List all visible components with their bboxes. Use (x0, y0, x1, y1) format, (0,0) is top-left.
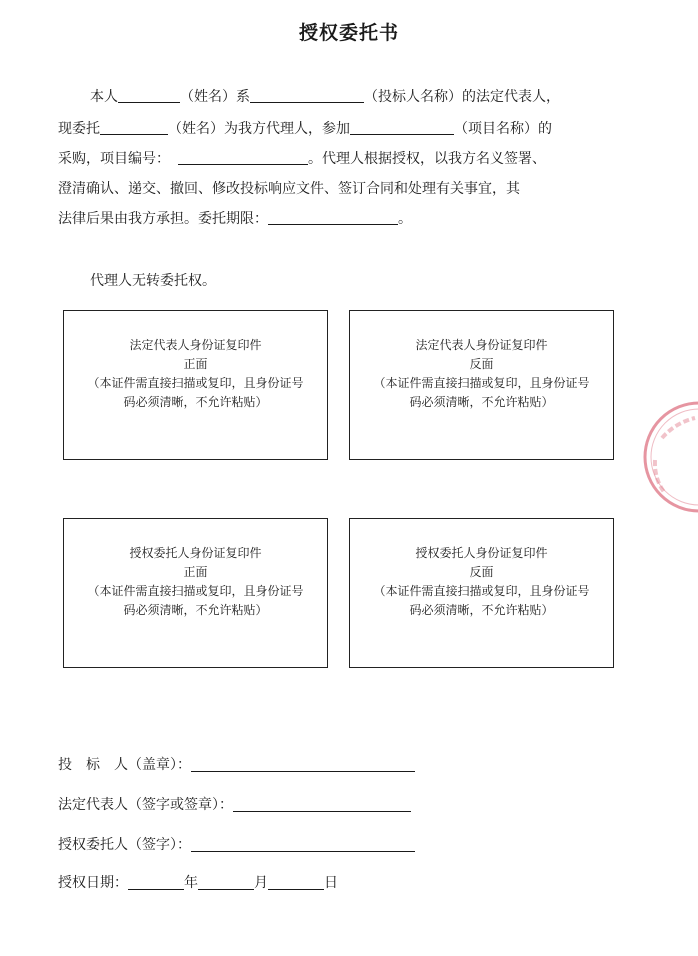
body-line-2 (58, 120, 552, 138)
box-title: 法定代表人身份证复印件 (415, 338, 548, 352)
bidder-signature-line (58, 756, 415, 774)
body-line-5 (58, 210, 412, 228)
agent-signature-field[interactable] (191, 837, 415, 852)
bidder-label: 投 标 人（盖章）： (58, 757, 191, 773)
bidder-seal-field[interactable] (191, 757, 415, 772)
box-side: 反面 (469, 565, 494, 579)
legal-rep-id-front-box (63, 310, 328, 460)
legal-rep-signature-field[interactable] (233, 797, 411, 812)
agent-signature-line (58, 836, 415, 854)
name-blank[interactable] (118, 88, 180, 103)
legal-rep-label: 法定代表人（签字或签章）： (58, 797, 233, 813)
text: 采购，项目编号： (58, 151, 170, 167)
body-line-4: 澄清确认、递交、撤回、修改投标响应文件、签订合同和处理有关事宜，其 (58, 181, 520, 197)
text: 本人 (90, 89, 118, 105)
bidder-name-blank[interactable] (250, 88, 364, 103)
month-label: 月 (254, 875, 268, 891)
box-note: （本证件需直接扫描或复印，且身份证号 (87, 376, 304, 390)
project-number-blank[interactable] (178, 150, 308, 165)
term-blank[interactable] (268, 210, 398, 225)
year-field[interactable] (128, 875, 184, 890)
year-label: 年 (184, 875, 198, 891)
text: （项目名称）的 (454, 121, 552, 137)
month-field[interactable] (198, 875, 254, 890)
box-note: （本证件需直接扫描或复印，且身份证号 (87, 584, 304, 598)
no-transfer-note: 代理人无转委托权。 (90, 273, 216, 289)
box-side: 反面 (469, 357, 494, 371)
legal-rep-signature-line (58, 796, 411, 814)
text: （投标人名称）的法定代表人， (364, 89, 560, 105)
text: 法律后果由我方承担。委托期限： (58, 211, 268, 227)
agent-name-blank[interactable] (100, 120, 168, 135)
legal-rep-id-back-box (349, 310, 614, 460)
agent-id-back-box (349, 518, 614, 668)
day-field[interactable] (268, 875, 324, 890)
day-label: 日 (324, 875, 338, 891)
agent-label: 授权委托人（签字）： (58, 837, 191, 853)
agent-id-front-box (63, 518, 328, 668)
box-title: 授权委托人身份证复印件 (415, 546, 548, 560)
date-label: 授权日期： (58, 875, 128, 891)
box-note: 码必须清晰，不允许粘贴） (409, 603, 554, 617)
document-title: 授权委托书 (298, 22, 399, 44)
text: 。 (398, 211, 412, 227)
project-name-blank[interactable] (350, 120, 454, 135)
box-note: （本证件需直接扫描或复印，且身份证号 (373, 584, 590, 598)
text: （姓名）系 (180, 89, 250, 105)
red-seal-stamp (640, 398, 698, 516)
text: 。代理人根据授权，以我方名义签署、 (308, 151, 546, 167)
box-side: 正面 (183, 357, 208, 371)
box-note: 码必须清晰，不允许粘贴） (123, 395, 268, 409)
body-line-3 (58, 150, 546, 168)
authorization-date-line (58, 874, 338, 892)
box-title: 授权委托人身份证复印件 (129, 546, 262, 560)
text: 现委托 (58, 121, 100, 137)
text: （姓名）为我方代理人，参加 (168, 121, 350, 137)
box-note: （本证件需直接扫描或复印，且身份证号 (373, 376, 590, 390)
box-title: 法定代表人身份证复印件 (129, 338, 262, 352)
box-side: 正面 (183, 565, 208, 579)
box-note: 码必须清晰，不允许粘贴） (123, 603, 268, 617)
body-line-1 (90, 88, 560, 106)
box-note: 码必须清晰，不允许粘贴） (409, 395, 554, 409)
